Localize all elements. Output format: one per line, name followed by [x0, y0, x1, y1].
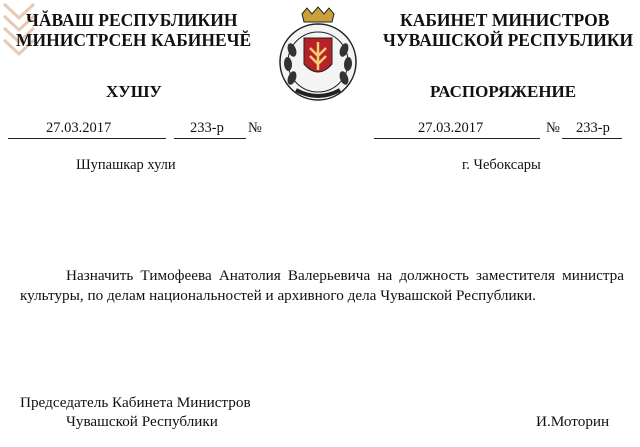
- order-body-text: Назначить Тимофеева Анатолия Валерьевича на должность заместителя министра культуры, по делам национальностей и архивного дела Чувашской Республики.: [20, 267, 624, 304]
- header-left-line1: ЧĂВАШ РЕСПУБЛИКИН: [26, 10, 238, 30]
- left-number-underline: [174, 138, 246, 139]
- right-doc-type: РАСПОРЯЖЕНИЕ: [430, 82, 577, 101]
- signatory-title-line1: Председатель Кабинета Министров: [20, 394, 251, 411]
- left-city: Шупашкар хули: [76, 157, 176, 173]
- signatory-name: И.Моторин: [536, 413, 610, 430]
- right-number-underline: [562, 138, 622, 139]
- header-left-line2: МИНИСТРСЕН КАБИНЕЧĔ: [16, 30, 252, 50]
- left-number: 233-р: [190, 120, 224, 136]
- left-date: 27.03.2017: [46, 120, 112, 136]
- right-number-sign: №: [546, 120, 560, 136]
- left-number-sign: №: [248, 120, 262, 136]
- right-date-underline: [374, 138, 540, 139]
- header-right-line1: КАБИНЕТ МИНИСТРОВ: [400, 10, 610, 30]
- right-date: 27.03.2017: [418, 120, 484, 136]
- signatory-title-line2: Чувашской Республики: [66, 413, 218, 430]
- coat-of-arms-icon: [274, 6, 362, 108]
- left-doc-type: ХУШУ: [106, 82, 162, 101]
- header-right-line2: ЧУВАШСКОЙ РЕСПУБЛИКИ: [383, 30, 634, 50]
- right-number: 233-р: [576, 120, 610, 136]
- left-date-underline: [8, 138, 166, 139]
- right-city: г. Чебоксары: [462, 157, 541, 173]
